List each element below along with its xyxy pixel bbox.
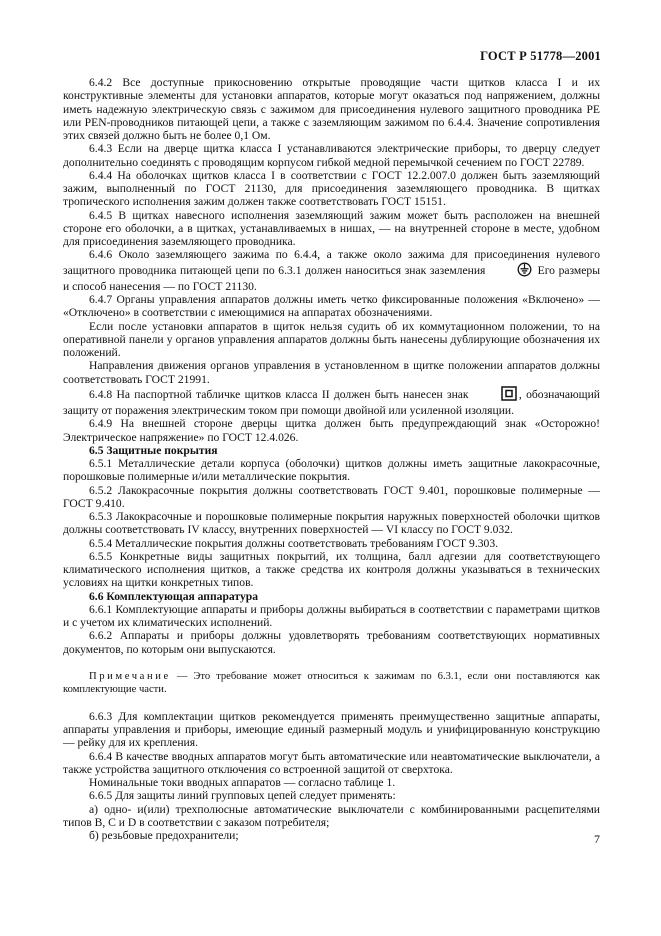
paragraph-6-5-4: 6.5.4 Металлические покрытия должны соответствовать требованиям ГОСТ 9.303.: [89, 536, 499, 550]
page-number: 7: [594, 832, 600, 846]
paragraph-6-5-5: 6.5.5 Конкретные виды защитных покрытий, их толщина, балл адгезии для соответствующего климатического исполнения щитков, а также средства их контроля должны указываться в технических условиях на щитки конкретных типов.: [63, 549, 600, 590]
list-item-a: а) одно- и(или) трехполюсные автоматические выключатели с комбинированными расцепителями типов В, С и D в соответствии с заказом потребителя;: [63, 802, 600, 829]
paragraph-6-4-7-b: Если после установки аппаратов в щиток нельзя судить об их коммутационном положении, то на оперативной панели у органов управления аппаратов должны быть нанесены дублирующие обозначения их положений.: [63, 319, 600, 359]
paragraph-6-4-6-text-a: 6.4.6 Около заземляющего зажима по 6.4.4, а также около зажима для присоединения нулевого защитного проводника питающей цепи по 6.3.1 должен наноситься знак заземления: [63, 248, 600, 277]
paragraph-6-4-9: 6.4.9 На внешней стороне дверцы щитка должен быть предупреждающий знак «Осторожно! Электрическое напряжение» по ГОСТ 12.4.026.: [63, 417, 600, 444]
paragraph-6-4-6-text-b: Его размеры и способ нанесения — по ГОСТ 21130.: [63, 263, 601, 293]
note: [63, 670, 600, 697]
paragraph-6-5-3: 6.5.3 Лакокрасочные и порошковые полимерные покрытия наружных поверхностей оболочки щитков должны соответствовать IV классу, внутренних поверхностей — VI классу по ГОСТ 9.032.: [63, 510, 600, 537]
paragraph-6-6-1: 6.6.1 Комплектующие аппараты и приборы должны выбираться в соответствии с параметрами щитков и с учетом их климатических исполнений.: [63, 602, 600, 629]
earth-symbol-icon: [491, 262, 532, 280]
document-header: ГОСТ Р 51778—2001: [480, 49, 601, 63]
document-body: [63, 76, 600, 842]
paragraph-6-6-2: 6.6.2 Аппараты и приборы должны удовлетворять требованиям соответствующих нормативных документов, по которым они выпускаются.: [63, 629, 600, 656]
paragraph-6-4-2: 6.4.2 Все доступные прикосновению открытые проводящие части щитков класса I и их конструктивные элементы для установки аппаратов, которые могут оказаться под напряжением, должны иметь надежную электрическую связь с зажимом для присоединения нулевого защитного проводника РЕ или PEN-проводников питающей цепи, а также с заземляющим зажимом по 6.4.4. Значение сопротивления этих связей должно быть не более 0,1 Ом.: [63, 76, 600, 142]
paragraph-6-6-5: 6.6.5 Для защиты линий групповых цепей следует применять:: [89, 789, 396, 803]
paragraph-6-4-7-c: Направления движения органов управления в установленном в щитке положении аппаратов должны соответствовать ГОСТ 21991.: [63, 359, 600, 386]
paragraph-6-6-4-b: Номинальные токи вводных аппаратов — согласно таблице 1.: [89, 776, 396, 789]
paragraph-6-4-8-text-b: , обозначающий защиту от поражения электрическим током при помощи двойной или усиленной изоляции.: [63, 387, 601, 417]
double-insulation-icon: [475, 386, 517, 404]
section-heading-6-6: 6.6 Комплектующая аппаратура: [89, 589, 258, 603]
paragraph-6-6-3: 6.6.3 Для комплектации щитков рекомендуется применять преимущественно защитные аппараты, аппараты управления и приборы, имеющие единый размерный модуль и унифицированную конструкцию — рейку для их крепления.: [63, 709, 600, 750]
paragraph-6-4-5: 6.4.5 В щитках навесного исполнения заземляющий зажим может быть расположен на внешней стороне его оболочки, а в щитках, устанавливаемых в нишах, — на внутренней стороне в месте, удобном для присоединения заземляющего проводника.: [63, 208, 600, 248]
paragraph-6-4-7: 6.4.7 Органы управления аппаратов должны иметь четко фиксированные положения «Включено» — «Отключено» в соответствии с имеющимися на аппаратах обозначениями.: [63, 293, 600, 320]
paragraph-6-5-1: 6.5.1 Металлические детали корпуса (оболочки) щитков должны иметь защитные лакокрасочные, порошковые полимерные и/или металлические покрытия.: [63, 457, 600, 484]
paragraph-6-5-2: 6.5.2 Лакокрасочные покрытия должны соответствовать ГОСТ 9.401, порошковые полимерные — ГОСТ 9.410.: [63, 483, 600, 510]
list-item-b: б) резьбовые предохранители;: [89, 829, 239, 842]
paragraph-6-4-6: [63, 248, 600, 293]
paragraph-6-4-8-text-a: 6.4.8 На паспортной табличке щитков класса II должен быть нанесен знак: [89, 387, 469, 401]
paragraph-6-4-8: [63, 386, 600, 418]
paragraph-6-4-3: 6.4.3 Если на дверце щитка класса I устанавливаются электрические приборы, то дверцу следует дополнительно соединять с проводящим корпусом гибкой медной перемычкой сечением по ГОСТ 22789.: [63, 142, 600, 169]
section-heading-6-5: 6.5 Защитные покрытия: [89, 443, 218, 457]
note-label: Примечание: [89, 670, 171, 682]
paragraph-6-6-4: 6.6.4 В качестве вводных аппаратов могут быть автоматические или неавтоматические выключатели, а также устройства защитного отключения со встроенной защитой от сверхтока.: [63, 749, 600, 776]
note-text: — Это требование может относиться к зажимам по 6.3.1, если они поставляются как комплектующие части.: [63, 670, 600, 696]
paragraph-6-4-4: 6.4.4 На оболочках щитков класса I в соответствии с ГОСТ 12.2.007.0 должен быть заземляющий зажим, выполненный по ГОСТ 21130, для присоединения заземляющего проводника. В щитках тропического исполнения зажим должен также соответствовать ГОСТ 15151.: [63, 168, 600, 209]
